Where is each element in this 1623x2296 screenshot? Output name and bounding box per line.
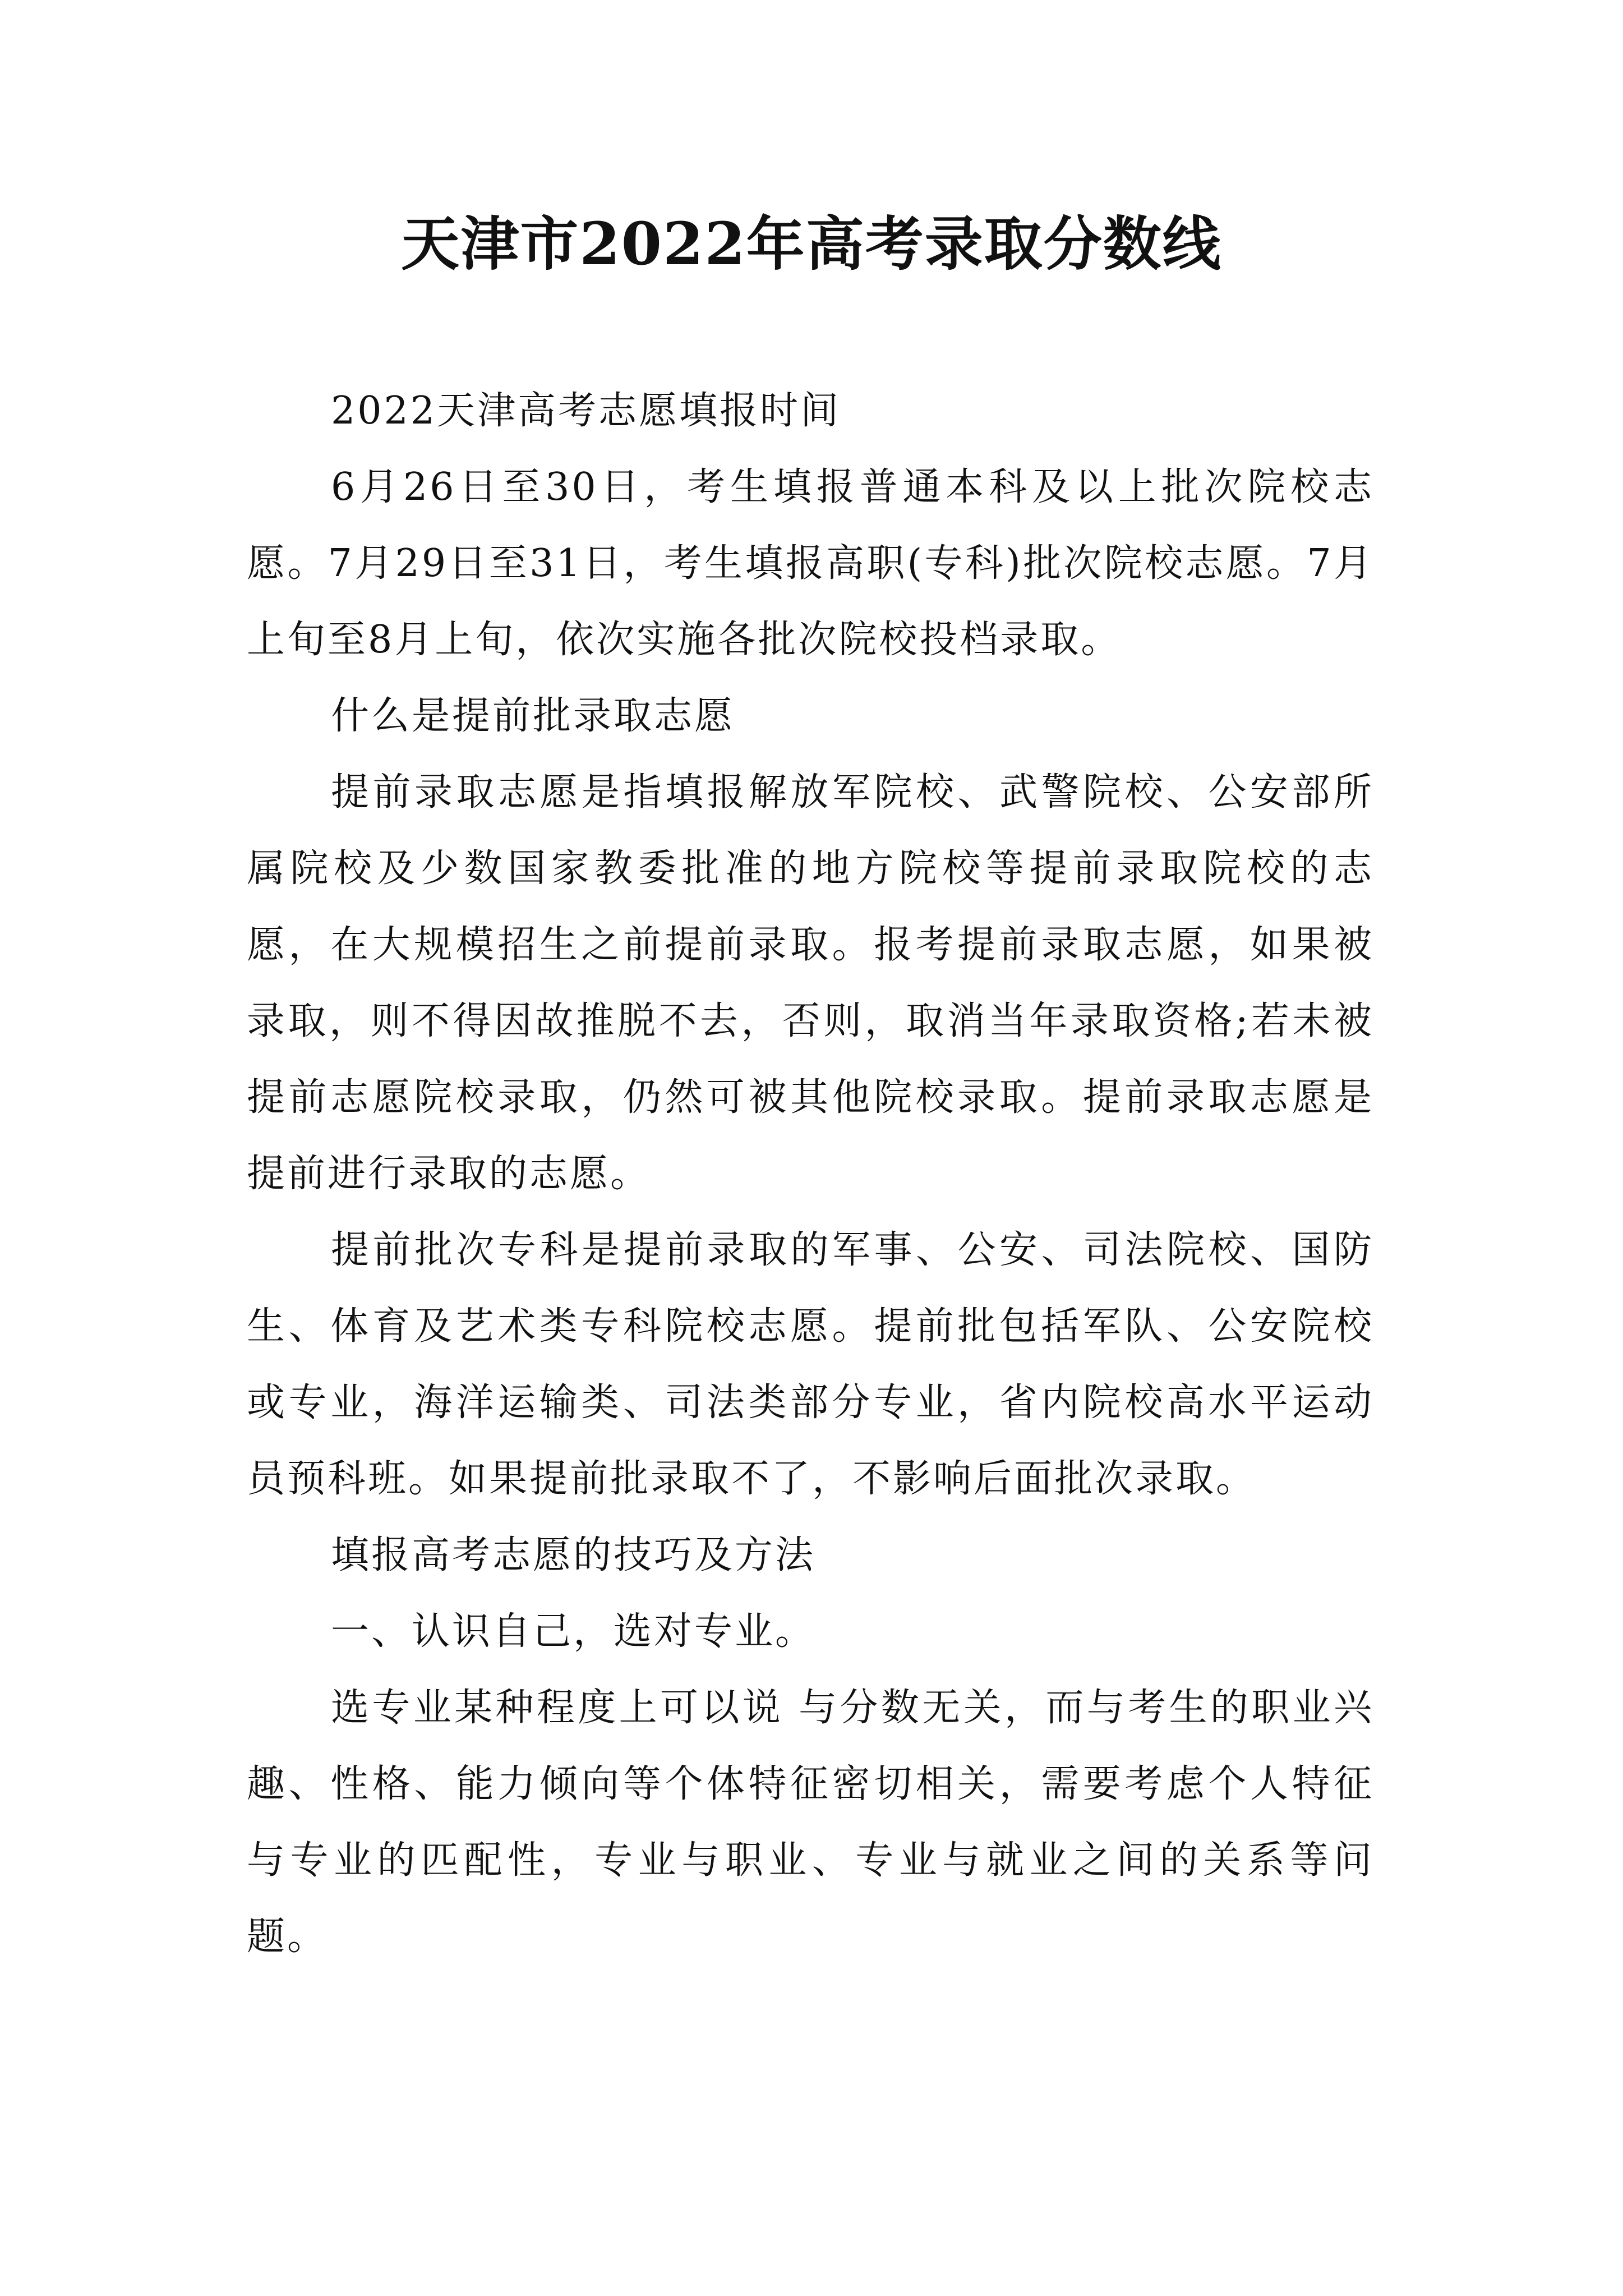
paragraph-tips-heading: 填报高考志愿的技巧及方法 xyxy=(331,1533,816,1577)
paragraph-tip-one-body: 选专业某种程度上可以说 与分数无关，而与考生的职业兴趣、性格、能力倾向等个体特征密切相关，需要考虑个人特征与专业的匹配性，专业与职业、专业与就业之间的关系等问题。 xyxy=(247,1686,1374,1959)
paragraph-application-time-heading: 2022天津高考志愿填报时间 xyxy=(331,389,841,433)
document-title: 天津市2022年高考录取分数线 xyxy=(401,209,1222,278)
paragraph-early-batch-definition: 提前录取志愿是指填报解放军院校、武警院校、公安部所属院校及少数国家教委批准的地方院校等提前录取院校的志愿，在大规模招生之前提前录取。报考提前录取志愿，如果被录取，则不得因故推脱不去，否则，取消当年录取资格;若未被提前志愿院校录取，仍然可被其他院校录取。提前录取志愿是提前进行录取的志愿。 xyxy=(247,770,1374,1196)
paragraph-early-batch-specialty: 提前批次专科是提前录取的军事、公安、司法院校、国防生、体育及艺术类专科院校志愿。提前批包括军队、公安院校或专业，海洋运输类、司法类部分专业，省内院校高水平运动员预科班。如果提前批录取不了，不影响后面批次录取。 xyxy=(247,1228,1374,1501)
paragraph-early-batch-heading: 什么是提前批录取志愿 xyxy=(331,694,735,738)
document-body xyxy=(247,373,1374,1975)
paragraph-tip-one-heading: 一、认识自己，选对专业。 xyxy=(331,1609,816,1654)
paragraph-application-schedule: 6月26日至30日，考生填报普通本科及以上批次院校志愿。7月29日至31日，考生填报高职(专科)批次院校志愿。7月上旬至8月上旬，依次实施各批次院校投档录取。 xyxy=(247,465,1374,662)
